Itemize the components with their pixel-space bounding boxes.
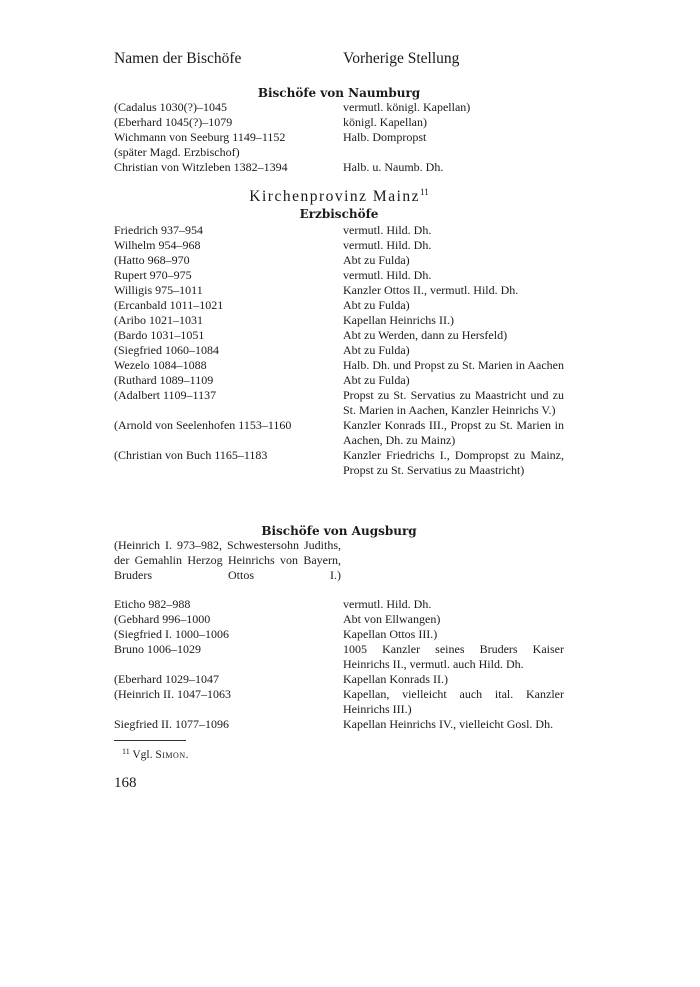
- entry-row: [114, 145, 564, 160]
- bishop-name: (Christian von Buch 1165–1183: [114, 448, 268, 462]
- previous-position: Abt zu Fulda): [343, 298, 410, 312]
- augsburg-list: [114, 597, 564, 732]
- entry-row: [114, 717, 564, 732]
- entry-row: [114, 358, 564, 373]
- footnote-mark: 11: [122, 747, 130, 756]
- entry-row: [114, 687, 564, 717]
- bishop-name: Bruno 1006–1029: [114, 642, 201, 656]
- previous-position: vermutl. Hild. Dh.: [343, 268, 432, 282]
- previous-position: Abt zu Fulda): [343, 343, 410, 357]
- entry-row: [114, 672, 564, 687]
- entry-row: [114, 313, 564, 328]
- previous-position: vermutl. Hild. Dh.: [343, 223, 432, 237]
- previous-position: [343, 145, 564, 160]
- running-header: [114, 50, 564, 68]
- mainz-province-heading: [114, 187, 564, 206]
- previous-position: Abt zu Fulda): [343, 253, 410, 267]
- entry-row: [114, 627, 564, 642]
- previous-position: vermutl. Hild. Dh.: [343, 238, 432, 252]
- entry-row: [114, 373, 564, 388]
- previous-position: Abt zu Fulda): [343, 373, 410, 387]
- bishop-name: (Arnold von Seelenhofen 1153–1160: [114, 418, 292, 432]
- bishop-name: Wezelo 1084–1088: [114, 358, 207, 372]
- entry-row: [114, 388, 564, 418]
- entry-row: [114, 100, 564, 115]
- footnote-ref: 11: [420, 187, 429, 197]
- bishop-name: (später Magd. Erzbischof): [114, 145, 240, 159]
- bishop-name: (Cadalus 1030(?)–1045: [114, 100, 227, 114]
- footnote-rule: [114, 740, 186, 741]
- previous-position: Halb. Dh. und Propst zu St. Marien in Aachen: [343, 358, 564, 372]
- entry-row: [114, 642, 564, 672]
- previous-position: Abt zu Werden, dann zu Hersfeld): [343, 328, 508, 342]
- previous-position: Abt von Ellwangen): [343, 612, 441, 626]
- entry-row: [114, 328, 564, 343]
- bishop-name: Willigis 975–1011: [114, 283, 203, 297]
- augsburg-intro-text: (Heinrich I. 973–982, Schwestersohn Judiths, der Gemahlin Herzog Heinrichs von Bayern, Bruders Ottos I.): [114, 538, 341, 582]
- naumburg-list: [114, 100, 564, 175]
- bishop-name: (Eberhard 1045(?)–1079: [114, 115, 233, 129]
- bishop-name: (Hatto 968–970: [114, 253, 190, 267]
- previous-position: Halb. Dompropst: [343, 130, 427, 144]
- augsburg-intro: [114, 538, 564, 583]
- footnote-author: Simon.: [155, 749, 189, 761]
- entry-row: [114, 448, 564, 478]
- entry-row: [114, 160, 564, 175]
- header-left: Namen der Bischöfe: [114, 50, 242, 67]
- bishop-name: Wichmann von Seeburg 1149–1152: [114, 130, 286, 144]
- page-number: 168: [114, 775, 137, 791]
- previous-position: Kapellan Konrads II.): [343, 672, 448, 686]
- mainz-province-title: Kirchenprovinz Mainz: [249, 188, 421, 205]
- previous-position: Kapellan Ottos III.): [343, 627, 438, 641]
- entry-row: [114, 223, 564, 238]
- bishop-name: Wilhelm 954–968: [114, 238, 201, 252]
- bishop-name: (Siegfried I. 1000–1006: [114, 627, 229, 641]
- mainz-list: [114, 223, 564, 478]
- bishop-name: (Bardo 1031–1051: [114, 328, 205, 342]
- footnote-text: Vgl.: [132, 749, 153, 761]
- footnote: [122, 747, 189, 761]
- erzbischoefe-heading: Erzbischöfe: [299, 207, 379, 221]
- previous-position: Halb. u. Naumb. Dh.: [343, 160, 444, 174]
- entry-row: [114, 597, 564, 612]
- bishop-name: Rupert 970–975: [114, 268, 192, 282]
- entry-row: [114, 115, 564, 130]
- previous-position: vermutl. Hild. Dh.: [343, 597, 432, 611]
- previous-position: Kanzler Konrads III., Propst zu St. Marien in Aachen, Dh. zu Mainz): [343, 418, 564, 447]
- entry-row: [114, 238, 564, 253]
- bishop-name: Siegfried II. 1077–1096: [114, 717, 229, 731]
- bishop-name: Eticho 982–988: [114, 597, 191, 611]
- previous-position: vermutl. königl. Kapellan): [343, 100, 471, 114]
- bishop-name: (Eberhard 1029–1047: [114, 672, 219, 686]
- previous-position: Kapellan Heinrichs II.): [343, 313, 454, 327]
- bishop-name: (Heinrich II. 1047–1063: [114, 687, 231, 701]
- previous-position: Kapellan Heinrichs IV., vielleicht Gosl. Dh.: [343, 717, 554, 731]
- bishop-name: (Siegfried 1060–1084: [114, 343, 219, 357]
- entry-row: [114, 130, 564, 145]
- naumburg-heading: Bischöfe von Naumburg: [257, 86, 421, 100]
- entry-row: [114, 612, 564, 627]
- bishop-name: (Aribo 1021–1031: [114, 313, 203, 327]
- previous-position: 1005 Kanzler seines Bruders Kaiser Heinrichs II., vermutl. auch Hild. Dh.: [343, 642, 564, 671]
- previous-position: Propst zu St. Servatius zu Maastricht und zu St. Marien in Aachen, Kanzler Heinrichs V.): [343, 388, 564, 417]
- bishop-name: (Ercanbald 1011–1021: [114, 298, 224, 312]
- augsburg-heading: Bischöfe von Augsburg: [261, 524, 417, 538]
- bishop-name: (Gebhard 996–1000: [114, 612, 211, 626]
- previous-position: Kanzler Friedrichs I., Dompropst zu Mainz, Propst zu St. Servatius zu Maastricht): [343, 448, 564, 477]
- entry-row: [114, 283, 564, 298]
- entry-row: [114, 298, 564, 313]
- bishop-name: Christian von Witzleben 1382–1394: [114, 160, 288, 174]
- entry-row: [114, 268, 564, 283]
- entry-row: [114, 253, 564, 268]
- previous-position: Kapellan, vielleicht auch ital. Kanzler Heinrichs III.): [343, 687, 564, 716]
- entry-row: [114, 418, 564, 448]
- book-page: [114, 0, 564, 987]
- entry-row: [114, 343, 564, 358]
- previous-position: Kanzler Ottos II., vermutl. Hild. Dh.: [343, 283, 519, 297]
- bishop-name: (Ruthard 1089–1109: [114, 373, 214, 387]
- bishop-name: Friedrich 937–954: [114, 223, 203, 237]
- header-right: Vorherige Stellung: [343, 50, 460, 67]
- previous-position: königl. Kapellan): [343, 115, 427, 129]
- bishop-name: (Adalbert 1109–1137: [114, 388, 217, 402]
